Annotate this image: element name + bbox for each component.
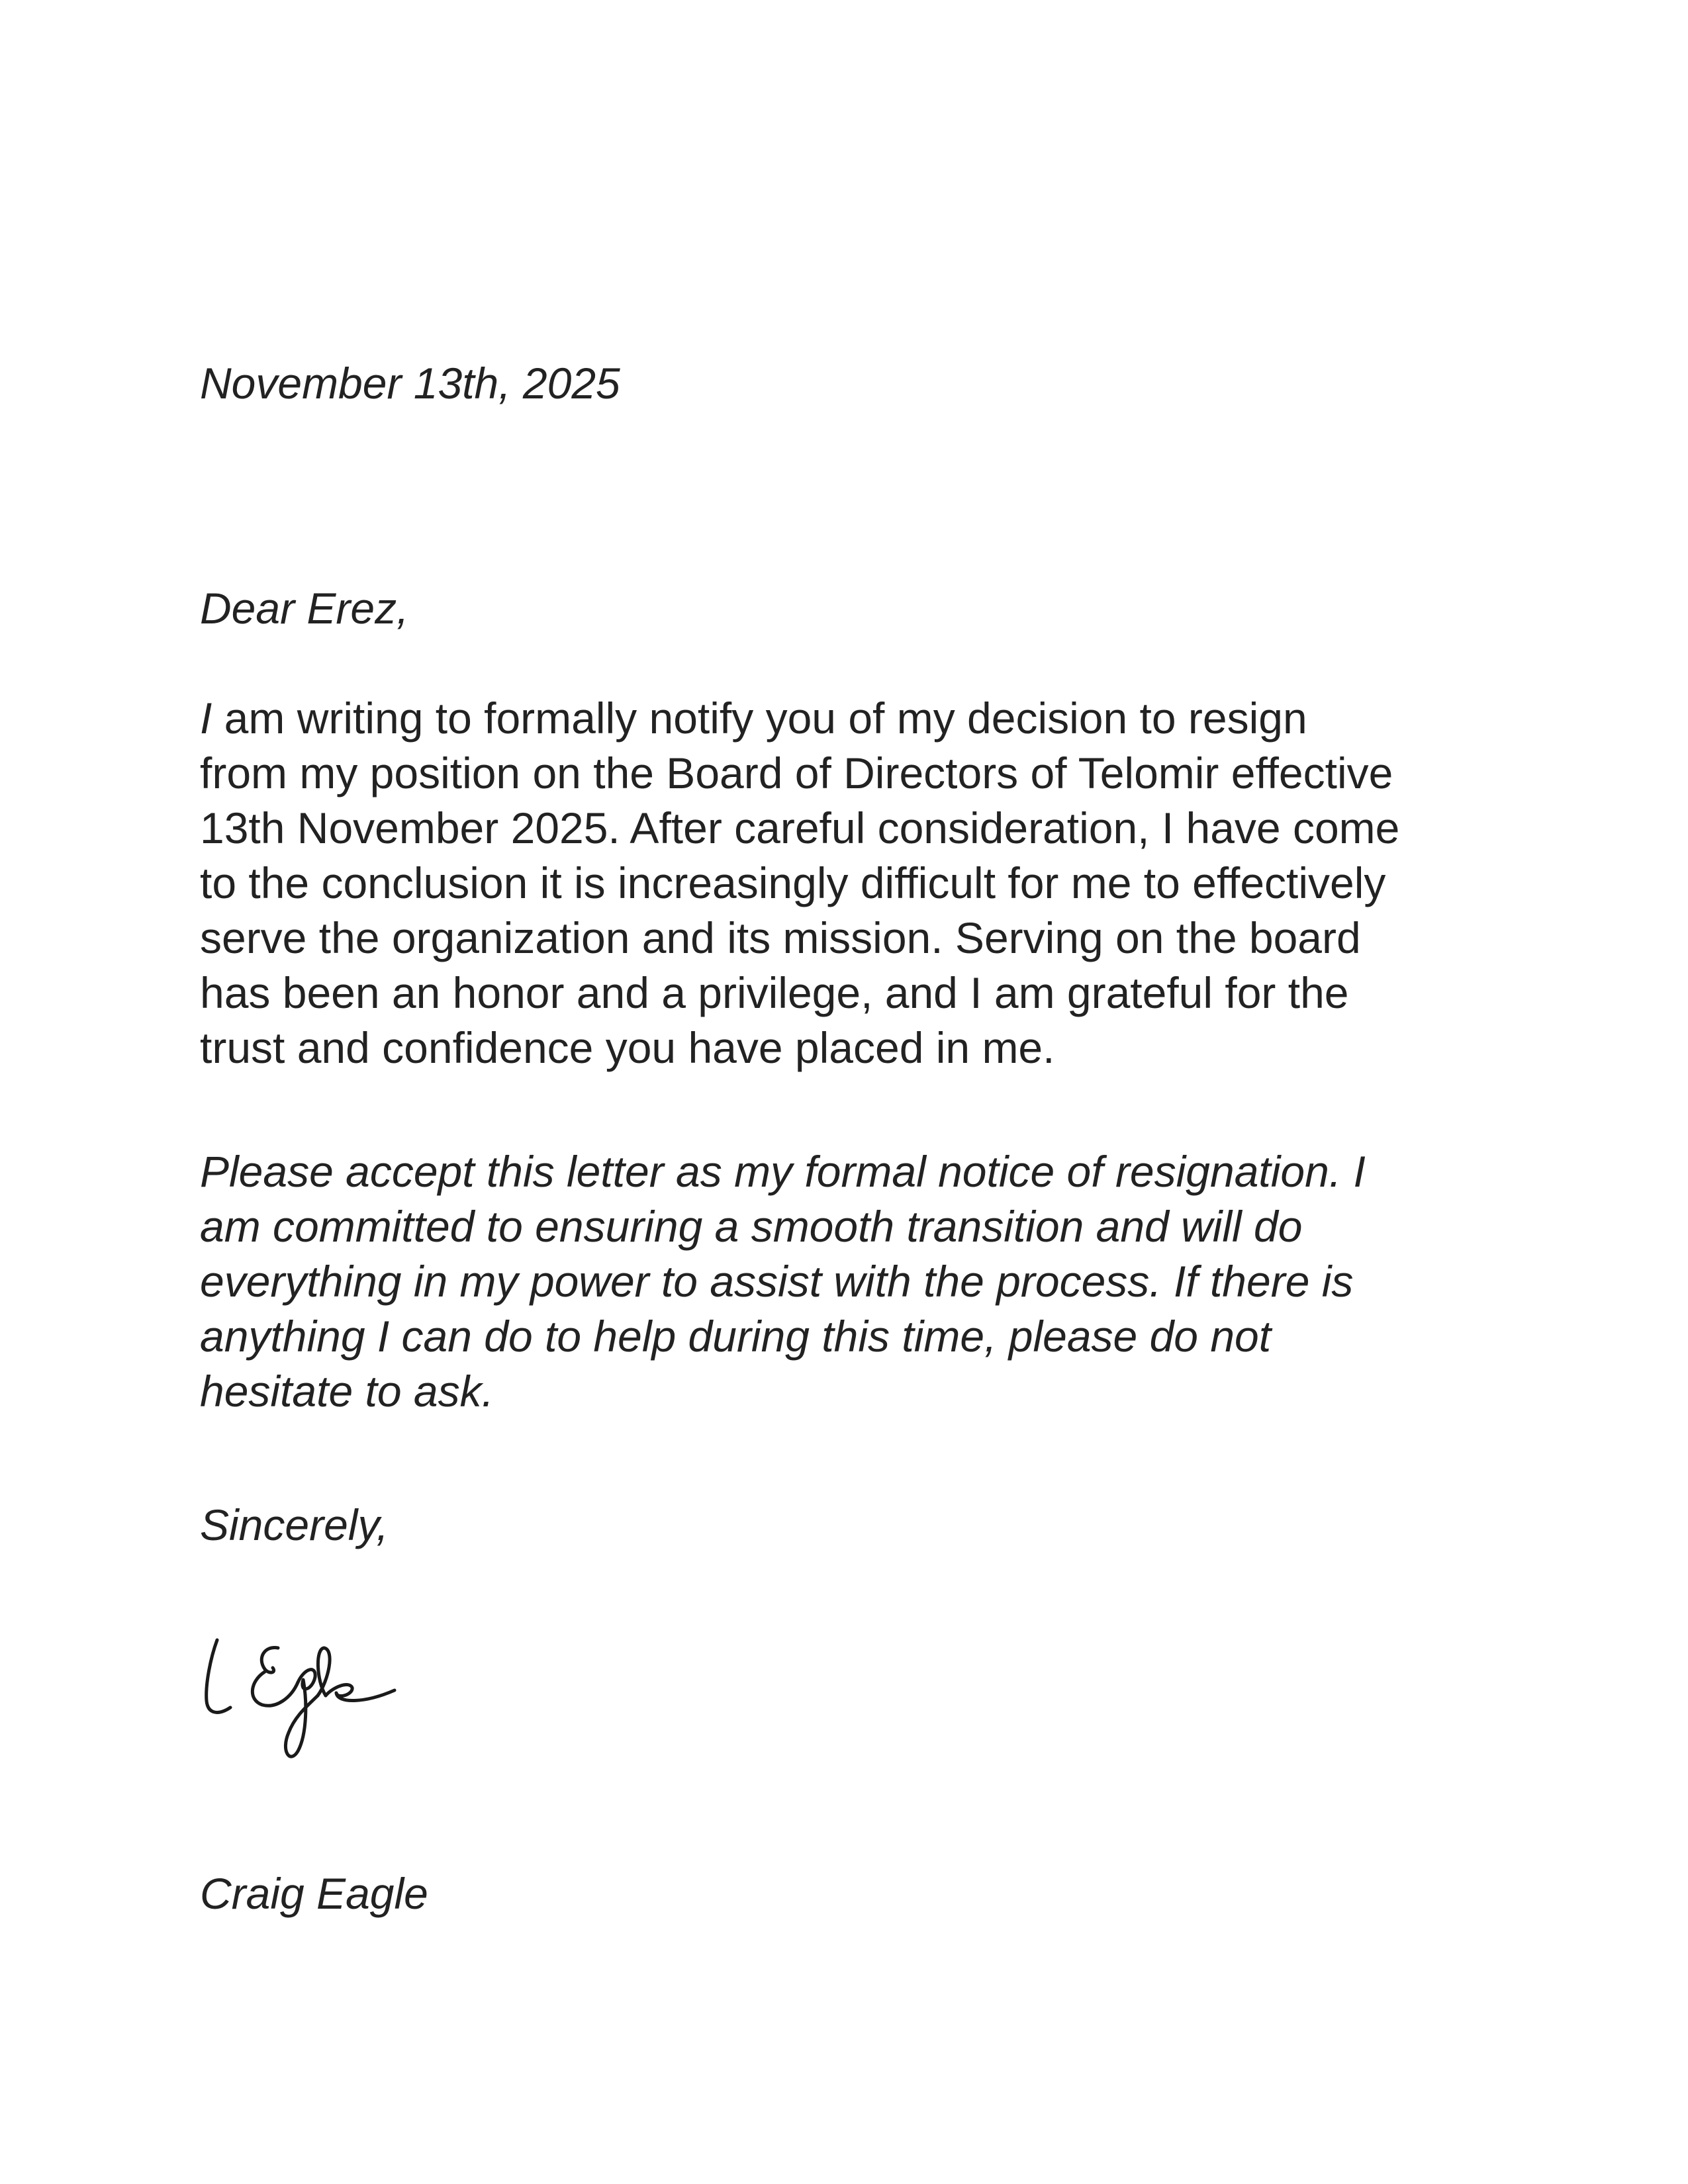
lead-word: I [200,694,212,743]
body-paragraph-2 [200,1144,1366,1419]
letter-date: November 13th, 2025 [200,359,620,408]
letter-closing: Sincerely, [200,1500,389,1549]
letter-salutation: Dear Erez, [200,584,409,633]
paragraph-line: from my position on the Board of Directors of Telomir effective [200,749,1393,797]
first-line-text: am writing to formally notify you of my decision to resign [212,694,1307,743]
body-paragraph-1 [200,691,1399,1075]
paragraph-line: has been an honor and a privilege, and I am grateful for the [200,968,1349,1017]
paragraph-line: Please accept this letter as my formal notice of resignation. I [200,1147,1366,1196]
handwritten-signature [199,1621,424,1767]
paragraph-line: to the conclusion it is increasingly difficult for me to effectively [200,858,1386,907]
paragraph-line: 13th November 2025. After careful consideration, I have come [200,803,1400,852]
paragraph-line: anything I can do to help during this time, please do not [200,1312,1272,1361]
signer-name: Craig Eagle [200,1869,428,1918]
paragraph-line: am committed to ensuring a smooth transition and will do [200,1202,1303,1251]
paragraph-line: everything in my power to assist with the process. If there is [200,1257,1354,1306]
paragraph-line: trust and confidence you have placed in me. [200,1023,1055,1072]
paragraph-line: hesitate to ask. [200,1367,494,1416]
paragraph-line: serve the organization and its mission. Serving on the board [200,913,1361,962]
paragraph-line [200,691,1399,746]
